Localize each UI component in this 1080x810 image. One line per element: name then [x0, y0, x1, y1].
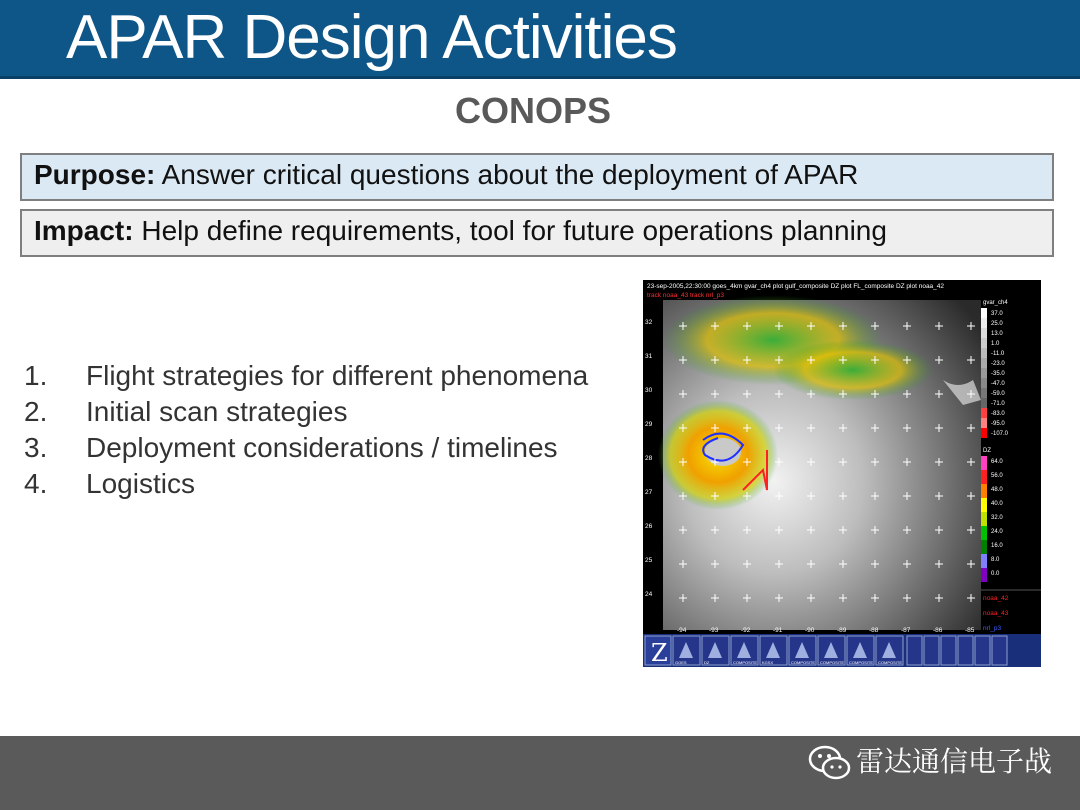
legend-value: 48.0: [991, 487, 1003, 493]
legend-value: -47.0: [991, 381, 1005, 387]
toolbar-button[interactable]: [876, 636, 903, 665]
toolbar-buttons[interactable]: [645, 636, 1007, 667]
legend-value: 16.0: [991, 543, 1003, 549]
legend-swatch: [981, 456, 987, 470]
list-number: 1.: [24, 360, 48, 391]
z-glyph: Z: [651, 639, 668, 667]
lat-label: 27: [645, 489, 653, 496]
lon-label: -89: [837, 627, 847, 634]
legend-value: 8.0: [991, 557, 1000, 563]
svg-text:COMPOSITE: COMPOSITE: [791, 660, 816, 665]
legend-value: -95.0: [991, 421, 1005, 427]
legend-swatch: [981, 540, 987, 554]
toolbar-button[interactable]: [760, 636, 787, 665]
toolbar-button[interactable]: [673, 636, 700, 665]
lat-label: 24: [645, 591, 653, 598]
lon-label: -86: [933, 627, 943, 634]
list-item: [24, 466, 588, 502]
track-label-3: nrl_p3: [983, 625, 1002, 632]
watermark-text: 雷达通信电子战: [856, 745, 1053, 778]
legend-swatch: [981, 428, 987, 438]
legend-swatch: [981, 378, 987, 388]
list-text: Logistics: [86, 468, 195, 499]
toolbar-button[interactable]: [731, 636, 758, 665]
list-text: Initial scan strategies: [86, 396, 348, 427]
legend-value: -107.0: [991, 431, 1009, 437]
legend-swatch: [981, 498, 987, 512]
toolbar-small-button[interactable]: [992, 636, 1007, 665]
title-bar: [0, 0, 1080, 79]
wechat-icon: [808, 742, 852, 782]
lon-label: -90: [805, 627, 815, 634]
list-number: 4.: [24, 468, 48, 499]
legend-swatch: [981, 470, 987, 484]
activity-list: [24, 358, 588, 502]
list-item: [24, 358, 588, 394]
lon-label: -87: [901, 627, 911, 634]
list-item: [24, 394, 588, 430]
section-subtitle: [0, 90, 1080, 132]
toolbar-small-button[interactable]: [958, 636, 973, 665]
purpose-label: Purpose:: [34, 159, 156, 190]
toolbar-button[interactable]: [818, 636, 845, 665]
legend-swatch: [981, 358, 987, 368]
legend-swatch: [981, 318, 987, 328]
legend-swatch: [981, 526, 987, 540]
legend-value: -59.0: [991, 391, 1005, 397]
lon-label: -91: [773, 627, 783, 634]
page-title: APAR Design Activities: [66, 3, 677, 72]
lat-label: 30: [645, 387, 653, 394]
legend-swatch: [981, 368, 987, 378]
toolbar-button[interactable]: [847, 636, 874, 665]
legend-value: -23.0: [991, 361, 1005, 367]
legend-value: 37.0: [991, 311, 1003, 317]
legend-value: 32.0: [991, 515, 1003, 521]
svg-text:COMPOSITE: COMPOSITE: [820, 660, 845, 665]
lon-label: -93: [709, 627, 719, 634]
svg-text:COMPOSITE: COMPOSITE: [878, 660, 903, 665]
legend-value: 24.0: [991, 529, 1003, 535]
legend-swatch: [981, 568, 987, 582]
legend-swatch: [981, 328, 987, 338]
toolbar-small-button[interactable]: [924, 636, 939, 665]
rain-band-east: [773, 340, 933, 400]
svg-text:KGSX: KGSX: [762, 660, 774, 665]
legend-value: 25.0: [991, 321, 1003, 327]
legend-value: 64.0: [991, 459, 1003, 465]
legend-swatch: [981, 484, 987, 498]
legend-value: 13.0: [991, 331, 1003, 337]
legend-swatch: [981, 308, 987, 318]
subtitle-text: CONOPS: [454, 90, 612, 131]
legend-swatch: [981, 398, 987, 408]
list-number: 2.: [24, 396, 48, 427]
list-item: [24, 430, 588, 466]
list-text: Deployment considerations / timelines: [86, 432, 558, 463]
purpose-box: [20, 153, 1054, 201]
lon-label: -94: [677, 627, 687, 634]
legend-value: -35.0: [991, 371, 1005, 377]
legend-swatch: [981, 388, 987, 398]
legend-swatch: [981, 348, 987, 358]
legend-swatch: [981, 512, 987, 526]
track-label-2: noaa_43: [983, 610, 1009, 617]
legend-value: -83.0: [991, 411, 1005, 417]
legend-swatch: [981, 554, 987, 568]
lat-label: 31: [645, 353, 653, 360]
toolbar-button[interactable]: [789, 636, 816, 665]
toolbar-small-button[interactable]: [975, 636, 990, 665]
lon-label: -92: [741, 627, 751, 634]
impact-box: [20, 209, 1054, 257]
radar-svg: [643, 280, 1041, 667]
toolbar-small-button[interactable]: [941, 636, 956, 665]
legend-swatch: [981, 338, 987, 348]
radar-header-line1: 23-sep-2005,22:30:00 goes_4km gvar_ch4 plot gulf_composite DZ plot FL_composite DZ plot noaa_42: [647, 283, 945, 290]
lon-label: -88: [869, 627, 879, 634]
toolbar-button[interactable]: [702, 636, 729, 665]
list-text: Flight strategies for different phenomena: [86, 360, 589, 391]
impact-label: Impact:: [34, 215, 134, 246]
svg-text:COMPOSITE: COMPOSITE: [849, 660, 874, 665]
legend-value: -71.0: [991, 401, 1005, 407]
legend-value: 0.0: [991, 571, 1000, 577]
legend-value: 1.0: [991, 341, 1000, 347]
svg-text:DZ: DZ: [704, 660, 710, 665]
legend-swatch: [981, 408, 987, 418]
legend-swatch: [981, 418, 987, 428]
lat-label: 32: [645, 319, 653, 326]
radar-header-line2: track noaa_43 track nrl_p3: [647, 292, 724, 299]
lat-label: 26: [645, 523, 653, 530]
toolbar-small-button[interactable]: [907, 636, 922, 665]
svg-text:COMPOSITE: COMPOSITE: [733, 660, 758, 665]
legend-value: -11.0: [991, 351, 1005, 357]
track-label-1: noaa_42: [983, 595, 1009, 602]
lon-label: -85: [965, 627, 975, 634]
legend-value: 40.0: [991, 501, 1003, 507]
lat-label: 28: [645, 455, 653, 462]
radar-image: [643, 280, 1041, 667]
legend-value: 56.0: [991, 473, 1003, 479]
legend2-title: DZ: [983, 448, 991, 454]
purpose-text: Answer critical questions about the deployment of APAR: [161, 159, 859, 190]
svg-text:GOES: GOES: [675, 660, 687, 665]
lat-label: 25: [645, 557, 653, 564]
lat-label: 29: [645, 421, 653, 428]
impact-text: Help define requirements, tool for future operations planning: [141, 215, 887, 246]
list-number: 3.: [24, 432, 48, 463]
legend1-title: gvar_ch4: [983, 300, 1008, 306]
